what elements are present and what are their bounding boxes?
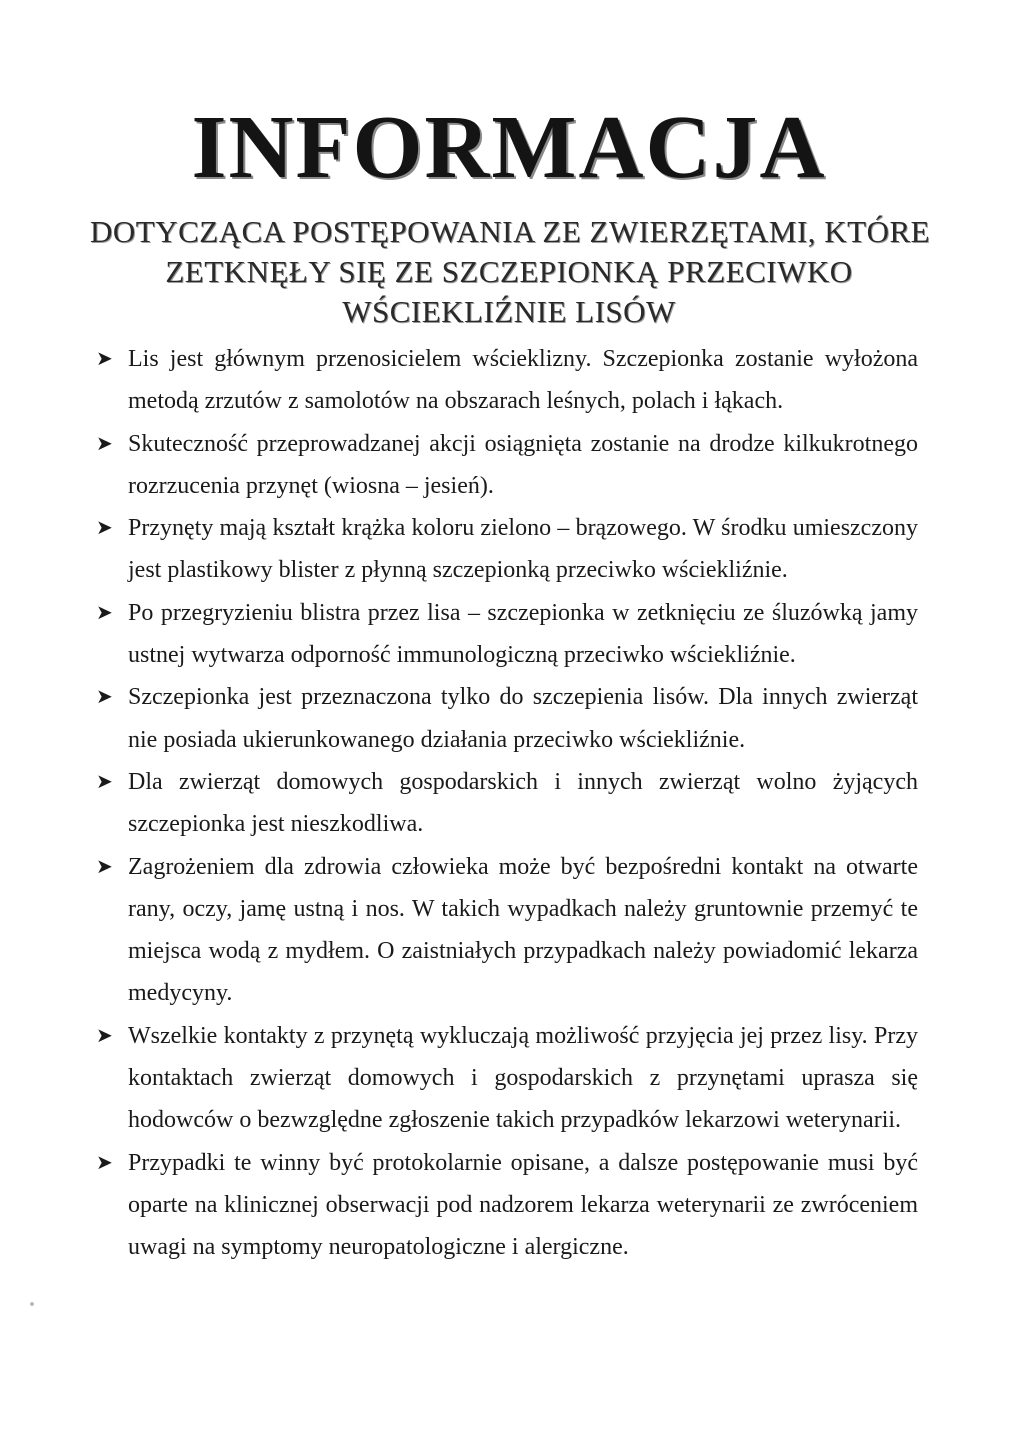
bullet-item: [96, 423, 918, 508]
bullet-item: [96, 846, 918, 1015]
bullet-text: Przypadki te winny być protokolarnie opisane, a dalsze postępowanie musi być oparte na klinicznej obserwacji pod nadzorem lekarza weterynarii ze zwróceniem uwagi na symptomy neuropatologiczne i alergiczne.: [128, 1149, 918, 1261]
bullet-text: Zagrożeniem dla zdrowia człowieka może być bezpośredni kontakt na otwarte rany, oczy, jamę ustną i nos. W takich wypadkach należy gruntownie przemyć te miejsca wodą z mydłem. O zaistniałych przypadkach należy powiadomić lekarza medycyny.: [128, 853, 918, 1007]
arrowhead-bullet-icon: ➤: [96, 601, 113, 624]
arrowhead-bullet-icon: ➤: [96, 1151, 113, 1174]
bullet-item: [96, 592, 918, 677]
subtitle-line: ZETKNĘŁY SIĘ ZE SZCZEPIONKĄ PRZECIWKO: [165, 254, 853, 289]
bullet-text: Po przegryzieniu blistra przez lisa – szczepionka w zetknięciu ze śluzówką jamy ustnej wytwarza odporność immunologiczną przeciwko wściekliźnie.: [128, 599, 918, 669]
bullet-text: Szczepionka jest przeznaczona tylko do szczepienia lisów. Dla innych zwierząt nie posiada ukierunkowanego działania przeciwko wściekliźnie.: [128, 684, 918, 753]
bullet-item: [96, 676, 918, 761]
bullet-item: [96, 1142, 918, 1269]
bullet-text: Skuteczność przeprowadzanej akcji osiągnięta zostanie na drodze kilkukrotnego rozrzucenia przynęt (wiosna – jesień).: [128, 430, 918, 499]
arrowhead-bullet-icon: ➤: [96, 517, 113, 540]
bullet-item: [96, 338, 918, 423]
arrowhead-bullet-icon: ➤: [96, 1024, 113, 1047]
scan-speck: [30, 1302, 34, 1306]
arrowhead-bullet-icon: ➤: [96, 855, 113, 878]
document-title: INFORMACJA: [191, 98, 827, 197]
arrowhead-bullet-icon: ➤: [96, 770, 113, 793]
arrowhead-bullet-icon: ➤: [96, 348, 113, 370]
bullet-text: Dla zwierząt domowych gospodarskich i innych zwierząt wolno żyjących szczepionka jest nieszkodliwa.: [128, 768, 918, 838]
document-subtitle: [90, 212, 931, 332]
bullet-text: Przynęty mają kształt krążka koloru zielono – brązowego. W środku umieszczony jest plastikowy blister z płynną szczepionką przeciwko wściekliźnie.: [128, 515, 918, 584]
bullet-item: [96, 761, 918, 846]
bullet-item: [96, 507, 918, 592]
bullet-text: Wszelkie kontakty z przynętą wykluczają możliwość przyjęcia jej przez lisy. Przy kontaktach zwierząt domowych i gospodarskich z przynętami uprasza się hodowców o bezwzględne zgłoszenie takich przypadków lekarzowi weterynarii.: [128, 1022, 918, 1134]
bullet-item: [96, 1015, 918, 1142]
bullet-list: [96, 338, 918, 1269]
subtitle-line: WŚCIEKLIŹNIE LISÓW: [342, 294, 676, 329]
arrowhead-bullet-icon: ➤: [96, 686, 113, 709]
bullet-text: Lis jest głównym przenosicielem wścieklizny. Szczepionka zostanie wyłożona metodą zrzutów z samolotów na obszarach leśnych, polach i łąkach.: [128, 346, 918, 415]
subtitle-line: DOTYCZĄCA POSTĘPOWANIA ZE ZWIERZĘTAMI, KTÓRE: [90, 214, 931, 249]
arrowhead-bullet-icon: ➤: [96, 432, 113, 455]
